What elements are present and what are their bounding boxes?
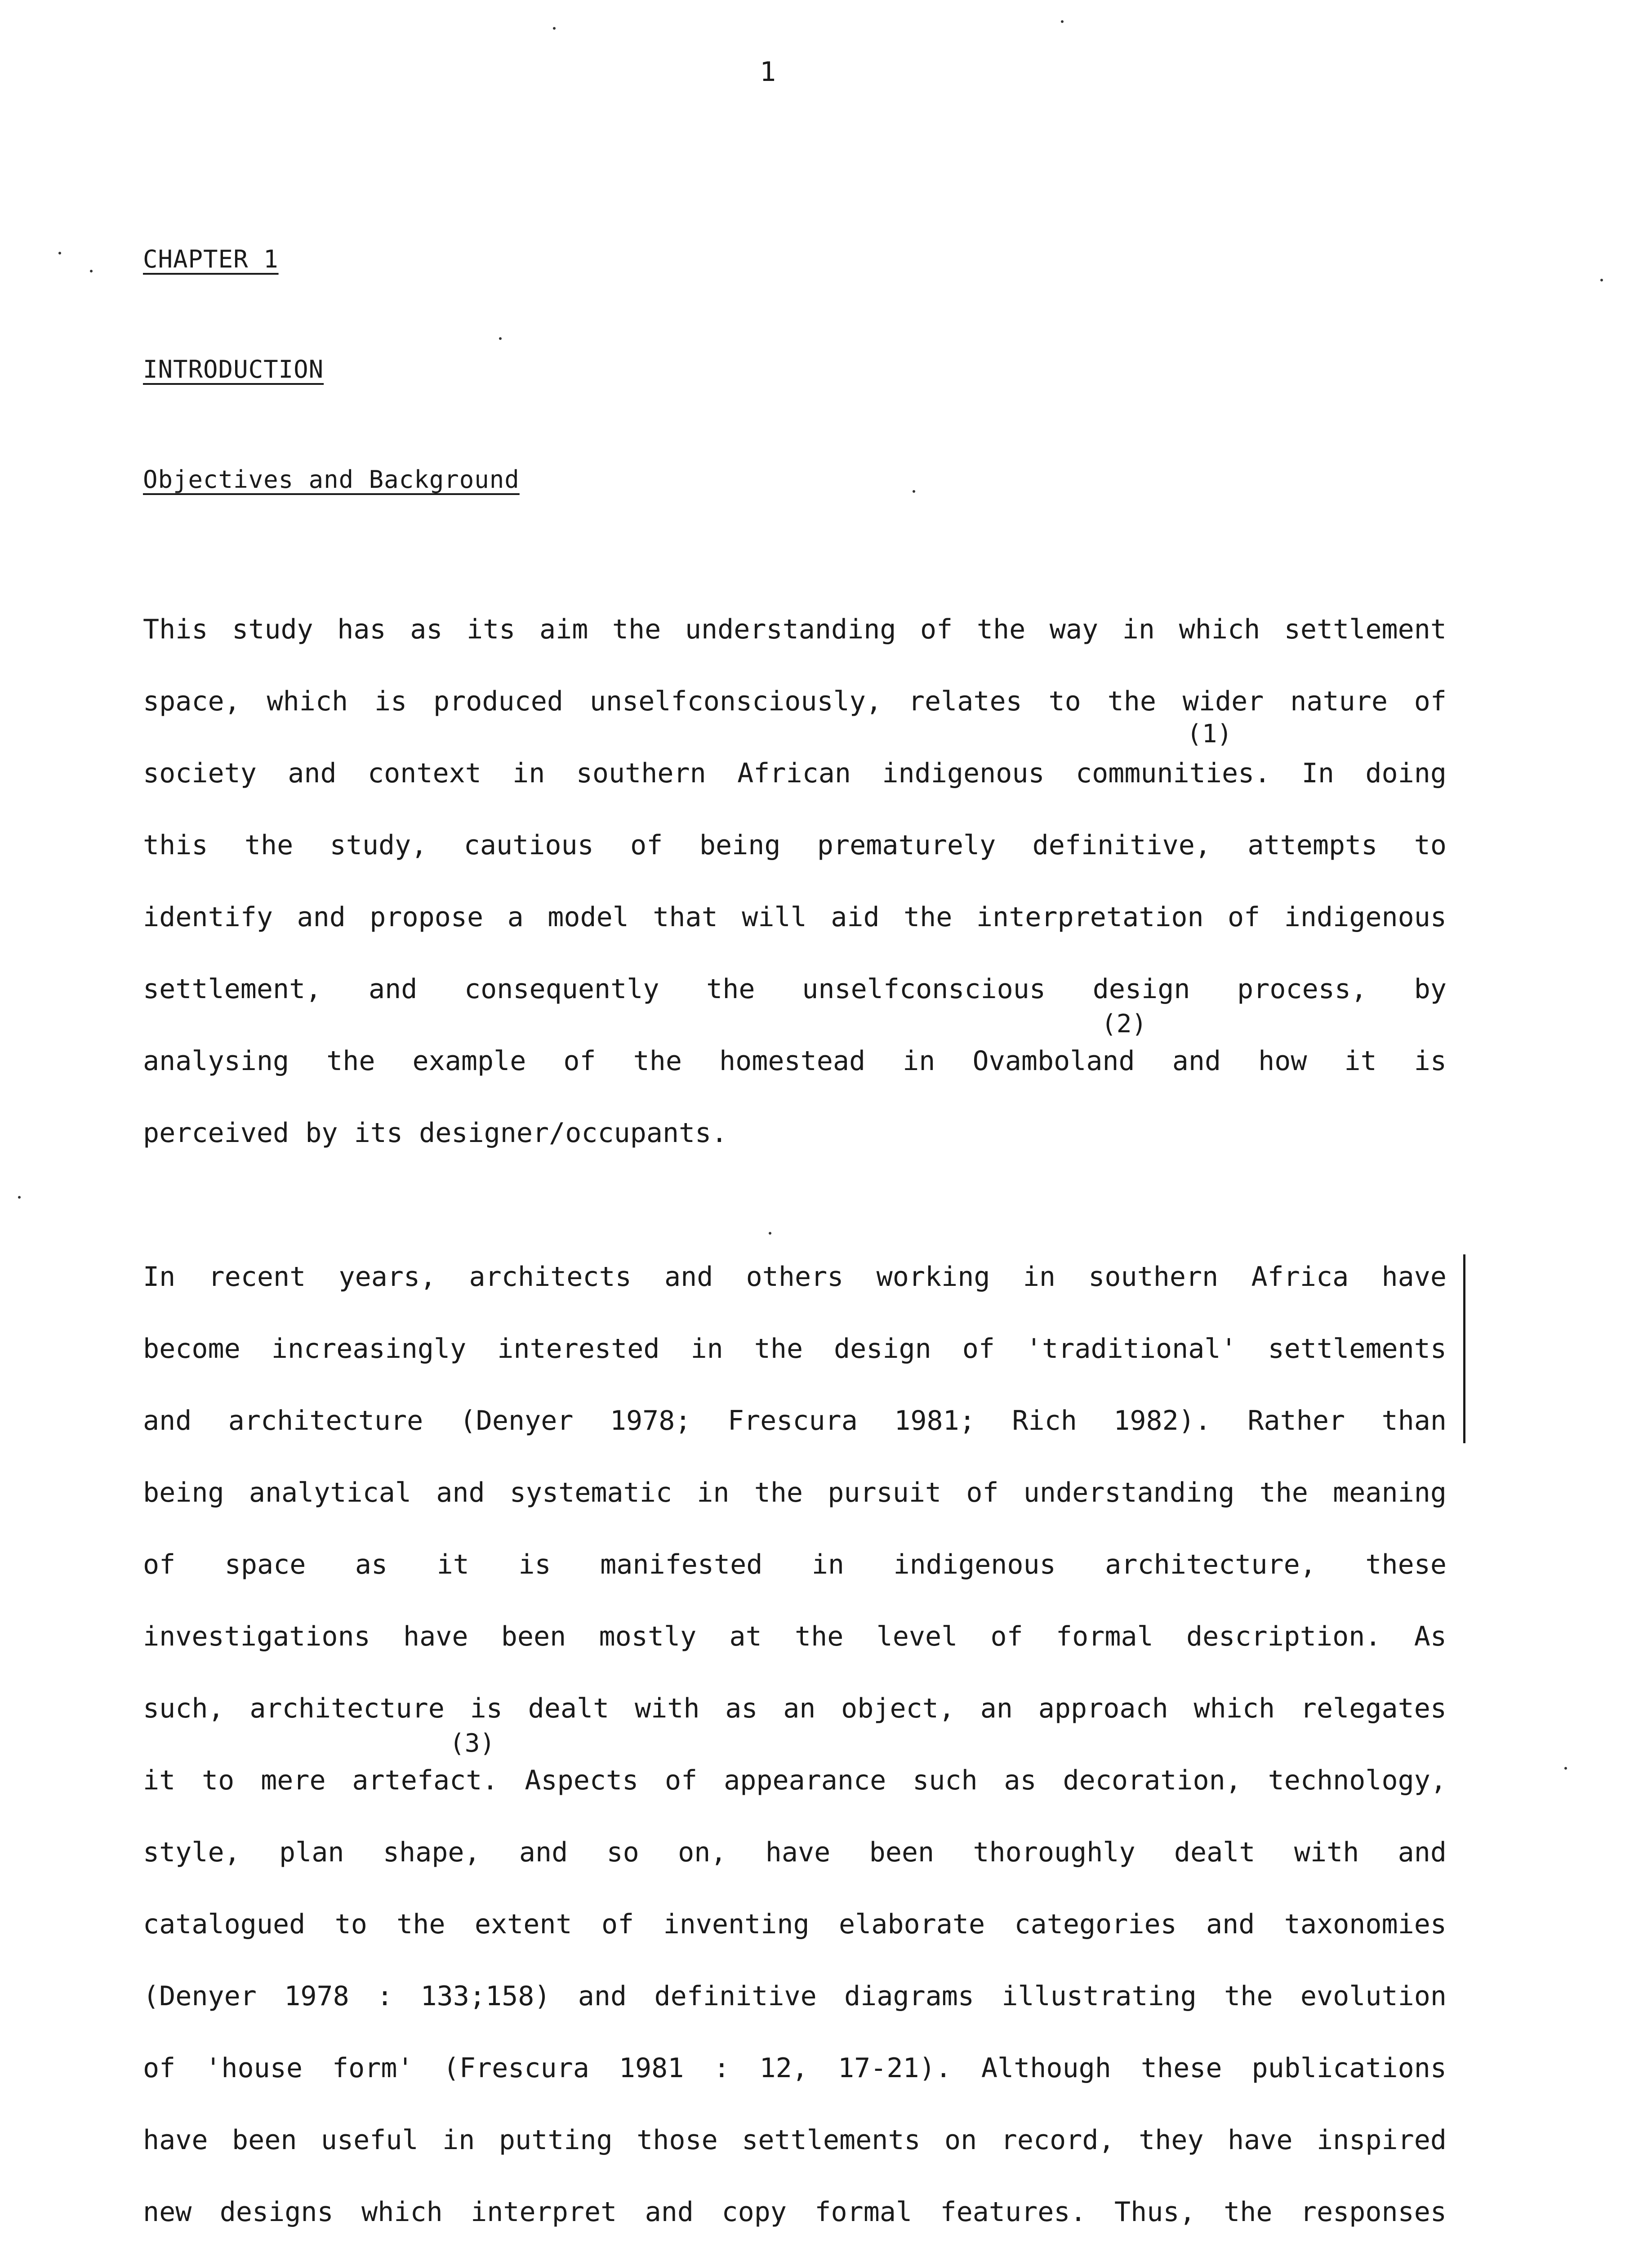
page-number: 1 <box>760 56 776 88</box>
paragraph-line: new designs which interpret and copy formal features. Thus, the responses <box>143 2196 1447 2228</box>
section-heading: Objectives and Background <box>143 465 520 494</box>
footnote-marker-1: (1) <box>1187 719 1233 749</box>
paragraph-line: and architecture (Denyer 1978; Frescura 1981; Rich 1982). Rather than <box>143 1405 1447 1436</box>
introduction-heading: INTRODUCTION <box>143 355 324 384</box>
paragraph-line: become increasingly interested in the design of 'traditional' settlements <box>143 1333 1447 1365</box>
scan-speck <box>1061 20 1064 23</box>
scan-speck <box>769 1232 771 1235</box>
scan-speck <box>499 337 502 340</box>
scan-speck <box>58 252 61 254</box>
paragraph-line: (Denyer 1978 : 133;158) and definitive diagrams illustrating the evolution <box>143 1980 1447 2012</box>
scan-speck <box>553 27 556 30</box>
paragraph-line: have been useful in putting those settlements on record, they have inspired <box>143 2124 1447 2156</box>
paragraph-line: perceived by its designer/occupants. <box>143 1117 728 1149</box>
paragraph-line: of space as it is manifested in indigenous architecture, these <box>143 1549 1447 1580</box>
paragraph-line: settlement, and consequently the unselfconscious design process, by <box>143 973 1447 1005</box>
paragraph-line: such, architecture is dealt with as an object, an approach which relegates <box>143 1693 1447 1724</box>
scan-speck <box>913 490 915 493</box>
paragraph-line: investigations have been mostly at the level of formal description. As <box>143 1621 1447 1652</box>
paragraph-line: space, which is produced unselfconsciously, relates to the wider nature of <box>143 686 1447 717</box>
paragraph-line: of 'house form' (Frescura 1981 : 12, 17-21). Although these publications <box>143 2052 1447 2084</box>
paragraph-line: this the study, cautious of being prematurely definitive, attempts to <box>143 830 1447 861</box>
paragraph-line: analysing the example of the homestead in Ovamboland and how it is <box>143 1045 1447 1077</box>
paragraph-line: style, plan shape, and so on, have been thoroughly dealt with and <box>143 1837 1447 1868</box>
paragraph-line: In recent years, architects and others working in southern Africa have <box>143 1261 1447 1293</box>
paragraph-line: being analytical and systematic in the pursuit of understanding the meaning <box>143 1477 1447 1508</box>
scan-speck <box>90 270 93 272</box>
scan-speck <box>1600 279 1603 281</box>
paragraph-line: it to mere artefact. Aspects of appearance such as decoration, technology, <box>143 1765 1447 1796</box>
paragraph-line: identify and propose a model that will aid the interpretation of indigenous <box>143 901 1447 933</box>
footnote-marker-3: (3) <box>450 1729 495 1758</box>
paragraph-line: This study has as its aim the understanding of the way in which settlement <box>143 614 1447 645</box>
scan-speck <box>1564 1767 1567 1770</box>
scan-speck <box>18 1196 21 1199</box>
paragraph-line: catalogued to the extent of inventing elaborate categories and taxonomies <box>143 1909 1447 1940</box>
margin-revision-bar <box>1463 1254 1465 1443</box>
footnote-marker-2: (2) <box>1101 1009 1147 1039</box>
paragraph-line: society and context in southern African indigenous communities. In doing <box>143 758 1447 789</box>
chapter-heading: CHAPTER 1 <box>143 245 279 273</box>
